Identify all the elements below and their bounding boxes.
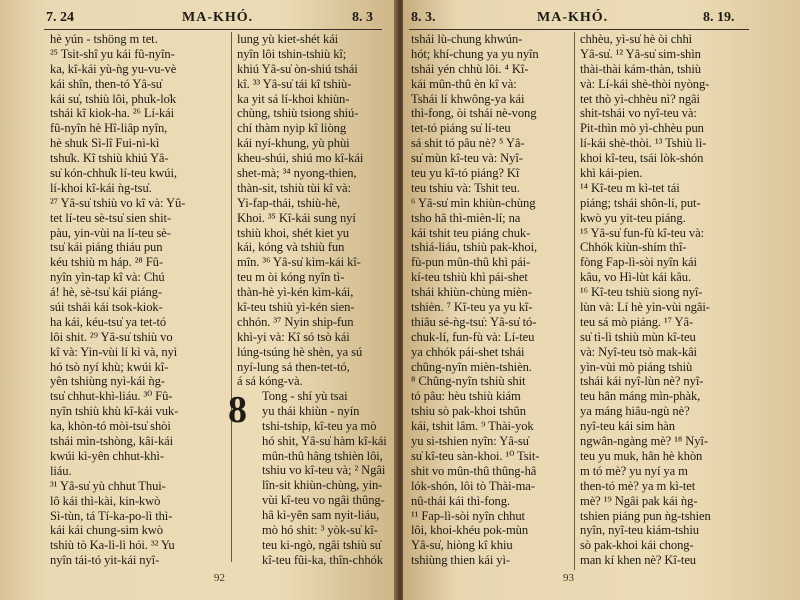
text-line: lók-shón, lôi tò Thài-ma- [411,478,535,493]
text-line: chhèu, yì-su̍ hè òi chhì [580,32,693,46]
text-line: ka yit sá lí-khoi khiùn- [237,91,350,106]
text-line: lîn-sit khiùn-chùng, yin- [262,478,383,493]
text-line: lôi, khoi-khéu pok-mùn [411,523,529,538]
text-line: then-tó mè? ya m kì-tet [580,478,696,493]
text-line: fù-pun mûn-thû khì pái- [411,255,531,270]
text-line: ¹⁵ Yâ-su̍ fun-fù kî-teu và: [580,225,705,240]
text-line: sá shit tó pâu nè? ⁵ Yâ- [411,136,525,151]
header-verse-end: 8. 3 [352,10,373,25]
text-line: ¹¹ Fap-lì-sòi nyîn chhut [411,508,525,523]
text-line: ¹⁴ Kî-teu m kì-tet tái [580,180,680,195]
text-line: nyî-teu kái sim hàn [580,419,675,434]
header-title: MA-KHÓ. [182,10,254,25]
text-line: lùn và: Lí hè yìn-vùi ngâi- [580,300,710,315]
text-line: hè shuk Sì-lî Fui-nì-kì [50,136,160,151]
text-column-1 [411,32,569,568]
text-line: chí thàm nyip kî liòng [237,121,347,136]
text-line: Tshái lí khwông-ya kái [411,91,525,106]
text-line: ¹⁶ Kî-teu tshiù siong nyî- [580,285,703,300]
text-line: man kí khen nè? Kî-teu [580,553,697,568]
text-line: ka, khòn-tó mòi-tsu̍ shòi [50,419,171,434]
text-line: teu yu muk, hân hè khòn [580,448,703,463]
text-line: ya máng hiâu-ngù nè? [580,404,690,419]
text-line: lí-khoi kî-kái ǹg-tsu̍. [50,180,152,195]
text-line: Pit-thìn mò yì-chhèu pun [580,121,704,136]
text-line: tshièn. ⁷ Kî-teu ya yu kî- [411,300,533,315]
text-line: tet lí-teu sè-tsu̍ sien shit- [50,210,172,225]
text-line: kâu, vo Hì-lùt kái kâu. [580,270,692,285]
text-line: tshái khiùn-chùng mièn- [411,285,532,300]
header-verse-start: 7. 24 [46,10,74,25]
text-line: tsho hâ thì-mièn-lí; na [411,210,521,225]
text-line: fòng Fap-lì-sòi nyîn kái [580,255,697,270]
text-line: sò pak-khoi kái chong- [580,538,694,553]
text-line: m tó mè? yu nyí ya m [580,463,688,478]
text-line: tshiu sò pak-khoi tshûn [411,404,526,419]
text-line: teu m òi kóng nyîn tì- [237,270,345,285]
text-line: kî-teu tshiù yì-kén sien- [237,300,355,315]
chapter-number: 8 [228,389,247,431]
text-line: tshien piáng pun ǹg-tshien [580,508,711,523]
text-line: thiâu sé-ǹg-tsu̍: Yâ-su̍ tó- [411,314,537,329]
text-line: ⁸ Chûng-nyîn tshiù shit [411,374,526,389]
text-line: kwúi kì-yên chhut-khì- [50,448,164,463]
text-line: nyîn, nyî-teu kiám-tshiu [580,523,699,538]
text-line: tshái lù-chung khwún- [411,32,523,46]
text-line: á! hè, sè-tsu̍ kái piáng- [50,285,162,300]
text-line: thì-fong, òi tshái nè-vong [411,106,537,121]
text-line: tshu̍k. Kî tshiù khiú Yâ- [50,151,169,166]
text-line: nyîn yìn-tap kî và: Chú [50,270,165,285]
text-line: tshiùng thien kái yì- [411,553,510,568]
text-line: kî-teu fûi-ka, thîn-chhók [262,552,383,567]
text-line: và: Lí-kái shè-thòi nyòng- [580,76,710,91]
text-line: tsu̍ chhut-khì-liáu. ³⁰ Fû- [50,389,173,404]
text-line: hâ kì-yên sam nyit-liáu, [262,508,380,523]
text-line: lúng-tsúng hè shèn, ya sú [237,344,363,359]
text-line: su̍ tì-lì tshiù mùn kî-teu [580,329,696,344]
text-line: thài-thài kám-thàn, tshiù [580,61,701,76]
text-line: teu yu kî-tó piáng? Kî [411,166,520,181]
text-line: ⁶ Yâ-su̍ mìn khiùn-chùng [411,195,536,210]
text-line: ²⁷ Yâ-su̍ tshiù vo kî và: Yû- [50,195,186,210]
text-line: ya chhók pái-shet tshái [411,344,525,359]
header-title: MA-KHÓ. [537,10,609,25]
text-line: teu sá mò piáng. ¹⁷ Yâ- [580,314,694,329]
right-page [403,0,800,600]
text-line: kái, kóng và tshiù fun [237,240,345,255]
text-line: Chhók kiùn-shím thî- [580,240,687,255]
text-line: nyîn tshiù khù kî-kái vuk- [50,404,179,419]
text-line: hó tsò nyí khù; kwúi kî- [50,359,169,374]
text-line: thàn-hè yì-kén kìm-kái, [237,285,354,300]
text-line: ka, kî-kái yù-ǹg yu-vu-vè [50,61,177,76]
text-line: pàu, yin-vùi na lí-teu sè- [50,225,171,240]
text-column-2-chapter [262,389,392,568]
text-line: su̍ mùn kî-teu và: Nyî- [411,151,523,166]
text-line: kî và: Yin-vùi lí kì và, nyì [50,344,178,359]
text-line: yìn-vùi mò piáng tshiù [580,359,693,374]
text-line: teu hân máng mìn-phàk, [580,389,701,404]
text-line: lí-kái shè-thòi. ¹³ Tshiù lì- [580,136,707,151]
text-line: hó shit, Yâ-su̍ hàm kî-kái [262,433,387,448]
text-line: chùng, tshiù tsiong shiú- [237,106,359,121]
text-line: kái su̍, tshiù lôi, phu̍k-lo̍k [50,91,177,106]
text-line: Yâ-su̍. ¹² Yâ-su̍ sim-shìn [580,46,701,61]
text-line: kwò yu yit-teu piáng. [580,210,686,225]
text-line: nyí-lung sá then-tet-tó, [237,359,350,374]
text-line: tshiá-liáu, tshiù pak-khoi, [411,240,538,255]
text-line: su̍ kî-teu sàn-khoi. ¹⁰ Tsit- [411,448,540,463]
text-line: yu thái khiùn - nyín [262,403,360,418]
text-line: Sì-tùn, tá Tí-ka-po-lì thì- [50,508,173,523]
text-line: á sá kóng-và. [237,374,303,389]
text-line: tet-tó piáng su̍ lí-teu [411,121,511,136]
text-line: shet-mà; ³⁴ nyong-thien, [237,166,357,181]
text-line: chhón. ³⁷ Nyin ship-fun [237,314,354,329]
text-line: lung yù kiet-shét kái [237,32,339,46]
header-verse-start: 8. 3. [411,10,436,25]
text-line: tshái yén chhù lôi. ⁴ Kî- [411,61,529,76]
text-line: ngwân-ngàng mè? ¹⁸ Nyî- [580,434,708,449]
text-line: ²⁵ Tsit-shî yu kái fû-nyîn- [50,46,175,61]
text-line: yu si-tshien nyîn: Yâ-su̍ [411,434,529,449]
page-number: 93 [563,572,574,584]
text-line: teu ki-ngò, ngâi tshiù su̍ [262,537,381,552]
text-line: khì kái-pien. [580,166,643,181]
text-line: tshái mìn-tshòng, kâi-kái [50,434,174,449]
text-line: hót; khí-chung ya yu nyîn [411,46,539,61]
text-line: kheu-shúi, shiú mo kî-kái [237,151,364,166]
text-line: hè yún - tshöng m tet. [50,32,158,46]
text-line: mûn-thû hâng tshièn lôi, [262,448,383,463]
text-line: Yi-fap-thái, tshiù-hè, [237,195,341,210]
text-line: kái mûn-thû èn kî và: [411,76,517,91]
text-column-2 [237,32,392,389]
text-line: tó pâu: hèu tshiù kiám [411,389,521,404]
text-line: thàn-sit, tshiù tùi kî và: [237,180,351,195]
text-line: kí-teu tshiù khì pái-shet [411,270,528,285]
text-line: kái, tshit lâm. ⁹ Thài-yok [411,419,534,434]
text-line: ha kái, kéu-tsu̍ ya tet-tó [50,314,167,329]
text-line: tsu̍ kái piáng thiáu pun [50,240,163,255]
text-line: khiú Yâ-su̍ òn-shiú tshái [237,61,358,76]
text-line: su̍ kón-chhu̍k lí-teu kwúi, [50,166,177,181]
text-line: Tong - shí yù tsai [262,389,348,403]
column-divider [574,32,575,570]
text-line: vùi kî-teu vo ngâi thûng- [262,493,385,508]
header-rule [44,29,382,30]
text-line: chuk-lí, fun-fù và: Lí-teu [411,329,535,344]
text-line: fû-nyîn hè Hî-liâp nyîn, [50,121,168,136]
text-line: tet thò yì-chhèu nì? ngâi [580,91,700,106]
text-line: mîn. ³⁶ Yâ-su̍ kìm-kái kî- [237,255,361,270]
text-line: khì-yi và: Kî só tsò kái [237,329,350,344]
text-line: nyîn tái-tó yit-kái nyî- [50,553,160,568]
text-line: tshiù tò Ka-lì-lì hói. ³² Yu [50,538,175,553]
text-line: kái shîn, then-tó Yâ-su̍ [50,76,162,91]
left-page [0,0,397,600]
text-column-1 [50,32,226,568]
text-line: kái nyí-khung, yù phùi [237,136,350,151]
text-line: tshái kái nyî-lùn nè? nyî- [580,374,704,389]
running-header [0,6,397,28]
text-line: kî. ³³ Yâ-su̍ tái kî tshiù- [237,76,352,91]
text-line: shit vo mûn-thû thûng-hâ [411,463,537,478]
text-line: và: Nyî-teu tsò mak-kâi [580,344,697,359]
text-line: mò hó shit: ³ yòk-su̍ kî- [262,523,378,538]
column-divider [231,32,232,562]
text-line: kéu tshiù m háp. ²⁸ Fû- [50,255,163,270]
text-line: kái tshit teu piáng chuk- [411,225,531,240]
text-line: chûng-nyîn mièn-tshièn. [411,359,532,374]
text-line: shit-tshái vo nyî-teu và: [580,106,697,121]
text-line: tshiu vo kî-teu và; ² Ngâi [262,463,386,478]
text-line: lô kái thì-kài, kin-kwò [50,493,161,508]
text-line: mè? ¹⁹ Ngâi pak kái ǹg- [580,493,698,508]
text-line: tshiù khoi, shét kiet yu [237,225,349,240]
text-line: teu tshiu và: Tshit teu. [411,180,520,195]
text-line: kái kái chung-sim kwò [50,523,163,538]
text-line: nû-thái kái thì-fong. [411,493,510,508]
text-line: Yâ-su̍, hiòng kî khiu [411,538,513,553]
text-line: nyîn lôi tshin-tshiù kî; [237,46,347,61]
header-rule [409,29,749,30]
header-verse-end: 8. 19. [703,10,735,25]
text-line: ³¹ Yâ-su̍ yù chhut Thui- [50,478,166,493]
text-column-2 [580,32,750,568]
page-number: 92 [214,572,225,584]
text-line: khoi kî-teu, tsái lòk-shón [580,151,704,166]
text-line: yên tshiùng nyì-kái ǹg- [50,374,165,389]
text-line: Khoi. ³⁵ Kî-kái sung nyí [237,210,356,225]
text-line: tshi-tship, kî-teu ya mò [262,418,377,433]
text-line: tshái kî kiok-ha. ²⁶ Lí-kái [50,106,175,121]
text-line: liáu. [50,463,72,478]
running-header [403,6,800,28]
text-line: lôi shit. ²⁹ Yâ-su̍ tshiù vo [50,329,173,344]
text-line: súi tshái kái tsok-kiok- [50,300,163,315]
text-line: piáng; tshái shôn-lí, put- [580,195,701,210]
